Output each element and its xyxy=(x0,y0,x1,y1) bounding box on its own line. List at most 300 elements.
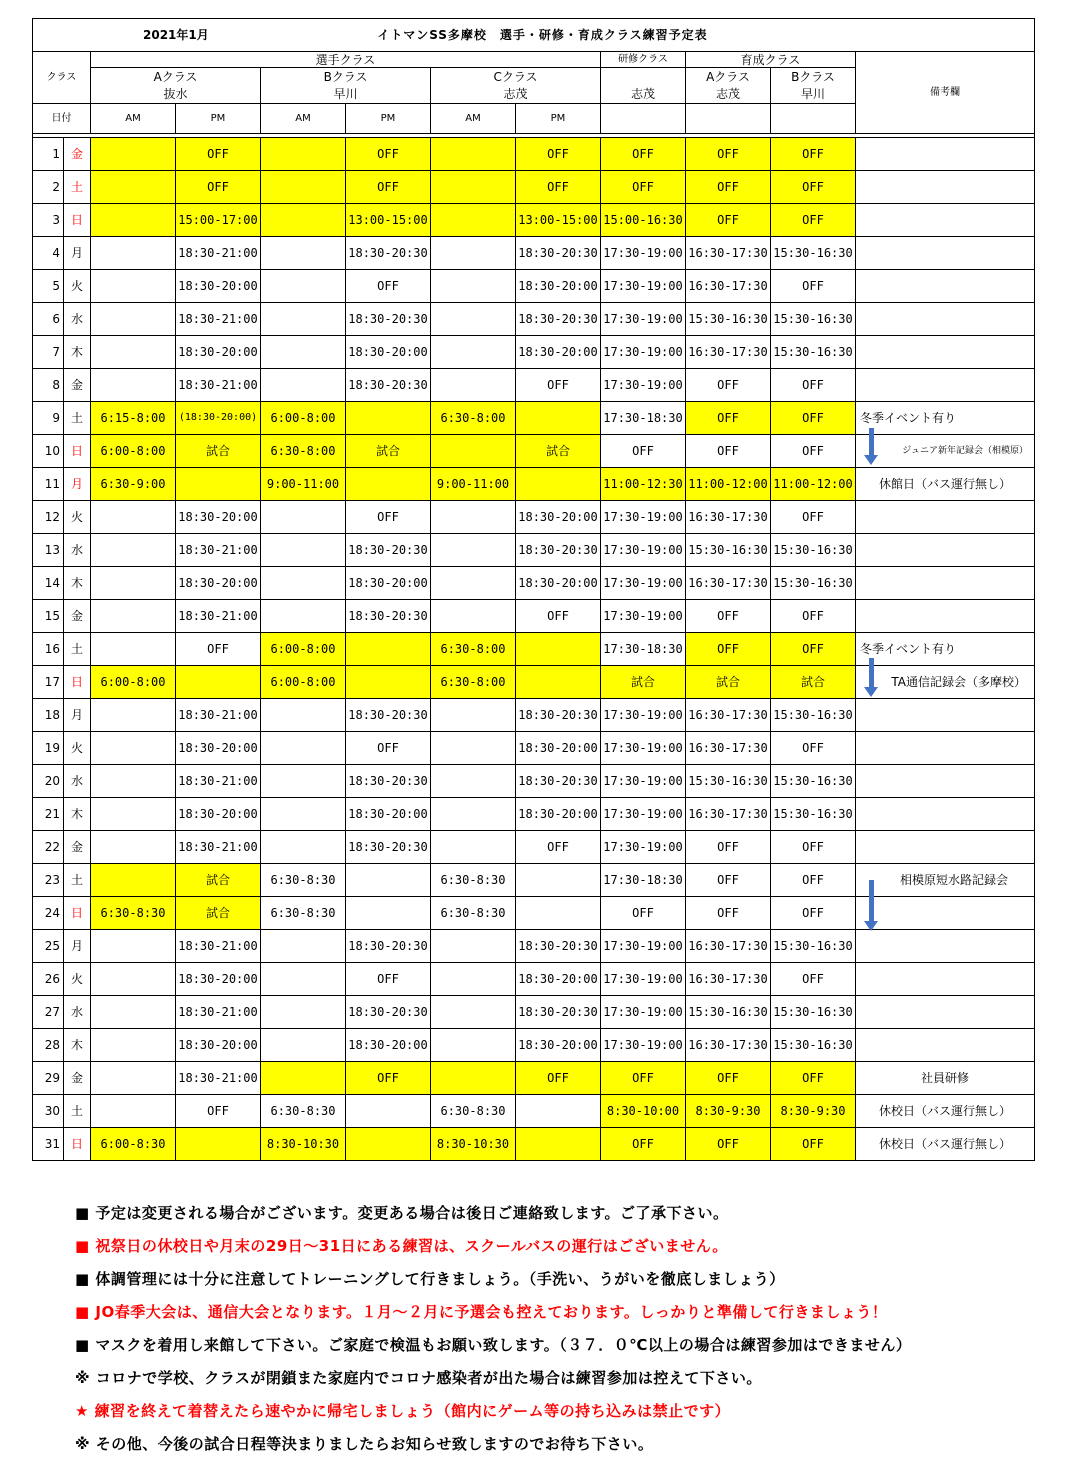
schedule-cell: 17:30-19:00 xyxy=(601,369,686,402)
schedule-cell: 16:30-17:30 xyxy=(686,270,771,303)
weekday: 火 xyxy=(64,501,91,534)
schedule-cell xyxy=(91,699,176,732)
blank-header-cell xyxy=(601,104,686,134)
schedule-cell: OFF xyxy=(516,600,601,633)
schedule-cell: 18:30-20:00 xyxy=(516,567,601,600)
schedule-cell: 6:30-8:30 xyxy=(431,864,516,897)
schedule-cell xyxy=(431,831,516,864)
schedule-cell: OFF xyxy=(686,864,771,897)
schedule-cell xyxy=(431,765,516,798)
schedule-cell: 18:30-20:00 xyxy=(516,336,601,369)
schedule-cell: 18:30-21:00 xyxy=(176,765,261,798)
schedule-cell xyxy=(91,534,176,567)
remarks-cell xyxy=(856,963,1035,996)
schedule-cell: OFF xyxy=(686,600,771,633)
schedule-cell: OFF xyxy=(771,1062,856,1095)
schedule-cell: 試合 xyxy=(176,897,261,930)
schedule-cell: 15:30-16:30 xyxy=(771,534,856,567)
weekday: 月 xyxy=(64,930,91,963)
table-row xyxy=(33,633,1035,666)
schedule-cell xyxy=(91,303,176,336)
weekday: 水 xyxy=(64,303,91,336)
schedule-cell: OFF xyxy=(516,369,601,402)
weekday: 土 xyxy=(64,633,91,666)
schedule-cell: 18:30-20:30 xyxy=(346,369,431,402)
day-number: 26 xyxy=(33,963,64,996)
day-number: 13 xyxy=(33,534,64,567)
schedule-cell: 18:30-21:00 xyxy=(176,303,261,336)
day-number: 9 xyxy=(33,402,64,435)
c-am-label: AM xyxy=(431,104,516,134)
schedule-cell xyxy=(431,171,516,204)
schedule-cell: OFF xyxy=(601,171,686,204)
schedule-cell: OFF xyxy=(771,501,856,534)
schedule-cell: 16:30-17:30 xyxy=(686,1029,771,1062)
remarks-cell xyxy=(856,270,1035,303)
schedule-cell xyxy=(91,1029,176,1062)
schedule-cell: 15:30-16:30 xyxy=(686,303,771,336)
schedule-cell xyxy=(431,501,516,534)
schedule-cell: 試合 xyxy=(771,666,856,699)
b-am-label: AM xyxy=(261,104,346,134)
notes-section xyxy=(75,1200,1035,1464)
schedule-cell xyxy=(431,1029,516,1062)
schedule-cell: 6:30-8:00 xyxy=(431,402,516,435)
schedule-cell: OFF xyxy=(346,963,431,996)
schedule-cell: 6:30-9:00 xyxy=(91,468,176,501)
schedule-cell: 18:30-20:30 xyxy=(346,765,431,798)
day-number: 3 xyxy=(33,204,64,237)
schedule-cell: 18:30-20:30 xyxy=(346,831,431,864)
schedule-cell: 15:30-16:30 xyxy=(771,336,856,369)
schedule-cell xyxy=(516,468,601,501)
table-row xyxy=(33,369,1035,402)
schedule-cell: OFF xyxy=(771,435,856,468)
schedule-cell: 18:30-20:30 xyxy=(346,237,431,270)
schedule-cell: 18:30-20:00 xyxy=(516,963,601,996)
schedule-cell: 17:30-19:00 xyxy=(601,1029,686,1062)
schedule-cell: 6:30-8:30 xyxy=(261,864,346,897)
weekday: 日 xyxy=(64,435,91,468)
schedule-cell xyxy=(91,369,176,402)
schedule-cell: 17:30-19:00 xyxy=(601,963,686,996)
day-number: 17 xyxy=(33,666,64,699)
col-b-coach: 早川 xyxy=(261,86,431,104)
remarks-cell xyxy=(856,171,1035,204)
schedule-cell: 6:00-8:00 xyxy=(261,633,346,666)
schedule-cell xyxy=(516,402,601,435)
table-row xyxy=(33,303,1035,336)
schedule-cell xyxy=(91,567,176,600)
remarks-cell xyxy=(856,237,1035,270)
schedule-cell: 6:30-8:30 xyxy=(431,1095,516,1128)
schedule-cell: 17:30-19:00 xyxy=(601,534,686,567)
table-row xyxy=(33,765,1035,798)
table-row xyxy=(33,138,1035,171)
schedule-cell: 18:30-20:00 xyxy=(516,732,601,765)
remarks-cell xyxy=(856,534,1035,567)
schedule-cell: 15:30-16:30 xyxy=(771,303,856,336)
table-row xyxy=(33,831,1035,864)
schedule-cell: 17:30-18:30 xyxy=(601,402,686,435)
schedule-cell: OFF xyxy=(516,171,601,204)
schedule-cell: OFF xyxy=(516,1062,601,1095)
schedule-cell: OFF xyxy=(601,138,686,171)
schedule-cell: 18:30-20:00 xyxy=(176,732,261,765)
schedule-cell: 18:30-20:00 xyxy=(516,798,601,831)
schedule-cell xyxy=(261,204,346,237)
table-row xyxy=(33,171,1035,204)
weekday: 日 xyxy=(64,666,91,699)
schedule-cell: OFF xyxy=(601,1128,686,1161)
schedule-cell: 6:30-8:30 xyxy=(91,897,176,930)
weekday: 火 xyxy=(64,963,91,996)
schedule-cell xyxy=(261,534,346,567)
schedule-cell: OFF xyxy=(516,831,601,864)
day-number: 22 xyxy=(33,831,64,864)
table-row xyxy=(33,270,1035,303)
schedule-cell: 6:15-8:00 xyxy=(91,402,176,435)
weekday: 金 xyxy=(64,138,91,171)
schedule-cell: 6:30-8:00 xyxy=(261,435,346,468)
schedule-cell xyxy=(261,831,346,864)
table-row xyxy=(33,864,1035,897)
schedule-cell xyxy=(346,1128,431,1161)
weekday: 木 xyxy=(64,798,91,831)
schedule-cell: 6:00-8:00 xyxy=(261,666,346,699)
schedule-cell xyxy=(516,666,601,699)
weekday: 水 xyxy=(64,534,91,567)
schedule-cell: 18:30-21:00 xyxy=(176,237,261,270)
col-c-name: Cクラス xyxy=(431,68,601,86)
col-c-coach: 志茂 xyxy=(431,86,601,104)
remarks-cell xyxy=(856,369,1035,402)
schedule-cell: OFF xyxy=(176,1095,261,1128)
schedule-cell xyxy=(91,336,176,369)
weekday: 金 xyxy=(64,369,91,402)
schedule-cell: 18:30-21:00 xyxy=(176,600,261,633)
remarks-cell xyxy=(856,930,1035,963)
table-row xyxy=(33,996,1035,1029)
schedule-cell: 6:00-8:00 xyxy=(91,666,176,699)
schedule-cell: 6:00-8:00 xyxy=(91,435,176,468)
remarks-cell xyxy=(856,600,1035,633)
schedule-cell xyxy=(431,336,516,369)
remarks-label: 備考欄 xyxy=(856,52,1035,134)
schedule-cell xyxy=(346,402,431,435)
remarks-cell xyxy=(856,765,1035,798)
schedule-cell xyxy=(261,303,346,336)
schedule-cell: OFF xyxy=(346,732,431,765)
schedule-cell: 18:30-20:30 xyxy=(346,996,431,1029)
b-pm-label: PM xyxy=(346,104,431,134)
schedule-cell xyxy=(431,270,516,303)
table-row xyxy=(33,501,1035,534)
a-pm-label: PM xyxy=(176,104,261,134)
schedule-cell: 17:30-19:00 xyxy=(601,732,686,765)
schedule-cell: 18:30-20:30 xyxy=(516,765,601,798)
schedule-cell xyxy=(431,996,516,1029)
schedule-cell xyxy=(261,501,346,534)
schedule-cell: OFF xyxy=(771,831,856,864)
schedule-cell: 15:30-16:30 xyxy=(771,930,856,963)
weekday: 木 xyxy=(64,336,91,369)
schedule-cell: 16:30-17:30 xyxy=(686,567,771,600)
remarks-cell xyxy=(856,501,1035,534)
remarks-cell: 相模原短水路記録会 xyxy=(856,864,1035,897)
schedule-cell: 15:00-17:00 xyxy=(176,204,261,237)
blank-header-cell xyxy=(686,104,771,134)
note-line: ※ コロナで学校、クラスが閉鎖また家庭内でコロナ感染者が出た場合は練習参加は控えて下さい。 xyxy=(75,1369,762,1387)
schedule-cell: 17:30-19:00 xyxy=(601,765,686,798)
schedule-cell: 15:30-16:30 xyxy=(771,996,856,1029)
day-number: 31 xyxy=(33,1128,64,1161)
schedule-cell xyxy=(346,1095,431,1128)
schedule-cell: 18:30-20:00 xyxy=(176,336,261,369)
schedule-cell: OFF xyxy=(686,171,771,204)
schedule-cell: OFF xyxy=(771,1128,856,1161)
remarks-cell: 休館日（バス運行無し） xyxy=(856,468,1035,501)
schedule-cell: OFF xyxy=(346,171,431,204)
schedule-cell xyxy=(91,930,176,963)
schedule-cell xyxy=(91,600,176,633)
weekday: 金 xyxy=(64,1062,91,1095)
weekday: 金 xyxy=(64,831,91,864)
table-row xyxy=(33,435,1035,468)
col-a-name: Aクラス xyxy=(91,68,261,86)
schedule-cell xyxy=(431,138,516,171)
schedule-cell xyxy=(431,567,516,600)
day-number: 10 xyxy=(33,435,64,468)
group-senshu: 選手クラス xyxy=(91,52,601,68)
schedule-cell: OFF xyxy=(686,204,771,237)
schedule-cell: 18:30-20:00 xyxy=(516,501,601,534)
schedule-cell: OFF xyxy=(346,1062,431,1095)
schedule-cell: OFF xyxy=(771,864,856,897)
class-label: クラス xyxy=(33,52,91,104)
schedule-cell: 試合 xyxy=(686,666,771,699)
remarks-cell xyxy=(856,303,1035,336)
schedule-cell: 15:30-16:30 xyxy=(686,996,771,1029)
schedule-cell xyxy=(261,765,346,798)
schedule-cell xyxy=(91,1062,176,1095)
day-number: 14 xyxy=(33,567,64,600)
schedule-cell xyxy=(91,237,176,270)
schedule-cell: 6:30-8:30 xyxy=(261,1095,346,1128)
day-number: 8 xyxy=(33,369,64,402)
schedule-cell: 試合 xyxy=(346,435,431,468)
schedule-cell: 16:30-17:30 xyxy=(686,336,771,369)
schedule-cell xyxy=(91,798,176,831)
schedule-cell: OFF xyxy=(771,402,856,435)
schedule-cell xyxy=(346,633,431,666)
schedule-cell xyxy=(91,270,176,303)
col-b-name: Bクラス xyxy=(261,68,431,86)
table-row xyxy=(33,402,1035,435)
schedule-cell: OFF xyxy=(176,138,261,171)
schedule-cell xyxy=(431,435,516,468)
schedule-cell: 16:30-17:30 xyxy=(686,699,771,732)
schedule-cell: 17:30-19:00 xyxy=(601,930,686,963)
title-name: イトマンSS多摩校 選手・研修・育成クラス練習予定表 xyxy=(377,28,708,42)
schedule-cell: 18:30-21:00 xyxy=(176,1062,261,1095)
schedule-sheet xyxy=(32,18,1035,1161)
schedule-cell: OFF xyxy=(771,138,856,171)
weekday: 日 xyxy=(64,204,91,237)
schedule-cell: OFF xyxy=(176,633,261,666)
schedule-cell xyxy=(431,699,516,732)
remarks-cell xyxy=(856,897,1035,930)
note-line: ■ 祝祭日の休校日や月末の29日～31日にある練習は、スクールバスの運行はございません。 xyxy=(75,1237,728,1255)
schedule-cell xyxy=(91,204,176,237)
schedule-cell: 11:00-12:00 xyxy=(686,468,771,501)
schedule-cell: 17:30-19:00 xyxy=(601,996,686,1029)
day-number: 24 xyxy=(33,897,64,930)
schedule-cell: 18:30-20:30 xyxy=(516,996,601,1029)
remarks-cell: 休校日（バス運行無し） xyxy=(856,1095,1035,1128)
schedule-cell: OFF xyxy=(771,204,856,237)
schedule-cell: OFF xyxy=(686,1062,771,1095)
schedule-cell: 8:30-10:00 xyxy=(601,1095,686,1128)
schedule-cell: 18:30-21:00 xyxy=(176,534,261,567)
schedule-cell: 18:30-20:00 xyxy=(176,270,261,303)
schedule-cell xyxy=(261,237,346,270)
schedule-cell: OFF xyxy=(771,171,856,204)
schedule-cell xyxy=(176,468,261,501)
note-line: ■ 予定は変更される場合がございます。変更ある場合は後日ご連絡致します。ご了承下さい。 xyxy=(75,1204,729,1222)
schedule-cell xyxy=(91,864,176,897)
schedule-cell: 18:30-21:00 xyxy=(176,930,261,963)
schedule-cell xyxy=(516,897,601,930)
schedule-cell: 16:30-17:30 xyxy=(686,930,771,963)
note-line: ★ 練習を終えて着替えたら速やかに帰宅しましょう（館内にゲーム等の持ち込みは禁止です） xyxy=(75,1402,731,1420)
schedule-cell: 18:30-20:00 xyxy=(346,1029,431,1062)
group-ikusei: 育成クラス xyxy=(686,52,856,68)
day-number: 15 xyxy=(33,600,64,633)
schedule-cell: 15:30-16:30 xyxy=(771,1029,856,1062)
schedule-cell: OFF xyxy=(771,963,856,996)
weekday: 日 xyxy=(64,897,91,930)
title-month: 2021年1月 xyxy=(143,28,209,42)
schedule-cell: 13:00-15:00 xyxy=(516,204,601,237)
group-kenshu: 研修クラス xyxy=(601,52,686,68)
schedule-cell: 17:30-19:00 xyxy=(601,567,686,600)
remarks-cell xyxy=(856,336,1035,369)
col-kenshu-coach: 志茂 xyxy=(601,68,686,104)
weekday: 火 xyxy=(64,732,91,765)
schedule-cell: 15:30-16:30 xyxy=(771,699,856,732)
schedule-cell: 17:30-18:30 xyxy=(601,633,686,666)
weekday: 木 xyxy=(64,567,91,600)
remarks-cell: 社員研修 xyxy=(856,1062,1035,1095)
schedule-cell xyxy=(91,633,176,666)
remarks-cell xyxy=(856,831,1035,864)
schedule-cell xyxy=(346,864,431,897)
note-line: ■ マスクを着用し来館して下さい。ご家庭で検温もお願い致します。（３７．０℃以上の場合は練習参加はできません） xyxy=(75,1336,912,1354)
schedule-cell: 16:30-17:30 xyxy=(686,501,771,534)
c-pm-label: PM xyxy=(516,104,601,134)
a-am-label: AM xyxy=(91,104,176,134)
schedule-cell: 15:30-16:30 xyxy=(686,534,771,567)
schedule-cell xyxy=(431,798,516,831)
table-row xyxy=(33,204,1035,237)
remarks-cell xyxy=(856,699,1035,732)
day-number: 2 xyxy=(33,171,64,204)
schedule-cell xyxy=(91,765,176,798)
schedule-cell xyxy=(91,1095,176,1128)
day-number: 18 xyxy=(33,699,64,732)
schedule-cell xyxy=(91,171,176,204)
remarks-cell: TA通信記録会（多摩校） xyxy=(856,666,1035,699)
schedule-cell xyxy=(91,732,176,765)
day-number: 11 xyxy=(33,468,64,501)
schedule-cell xyxy=(431,237,516,270)
schedule-cell: 6:30-8:00 xyxy=(431,633,516,666)
schedule-cell: (18:30-20:00) xyxy=(176,402,261,435)
day-number: 19 xyxy=(33,732,64,765)
day-number: 23 xyxy=(33,864,64,897)
day-number: 25 xyxy=(33,930,64,963)
schedule-cell: OFF xyxy=(686,831,771,864)
day-number: 12 xyxy=(33,501,64,534)
note-line: ■ JO春季大会は、通信大会となります。１月～２月に予選会も控えております。しっかりと準備して行きましょう！ xyxy=(75,1303,888,1321)
day-number: 7 xyxy=(33,336,64,369)
schedule-cell: 6:30-8:00 xyxy=(431,666,516,699)
schedule-cell: 15:00-16:30 xyxy=(601,204,686,237)
schedule-cell xyxy=(346,468,431,501)
schedule-cell: OFF xyxy=(771,600,856,633)
day-number: 16 xyxy=(33,633,64,666)
remarks-cell xyxy=(856,138,1035,171)
schedule-cell xyxy=(261,600,346,633)
schedule-cell: 6:00-8:00 xyxy=(261,402,346,435)
day-number: 6 xyxy=(33,303,64,336)
schedule-cell: 6:30-8:30 xyxy=(431,897,516,930)
schedule-cell xyxy=(516,1128,601,1161)
schedule-cell: OFF xyxy=(346,501,431,534)
note-line: ※ その他、今後の試合日程等決まりましたらお知らせ致しますのでお待ち下さい。 xyxy=(75,1435,654,1453)
schedule-cell: 試合 xyxy=(516,435,601,468)
schedule-cell: 15:30-16:30 xyxy=(771,237,856,270)
table-row xyxy=(33,699,1035,732)
schedule-cell: 8:30-10:30 xyxy=(261,1128,346,1161)
table-row xyxy=(33,468,1035,501)
schedule-cell: OFF xyxy=(346,270,431,303)
schedule-cell xyxy=(431,204,516,237)
schedule-cell: 18:30-20:30 xyxy=(516,237,601,270)
schedule-cell xyxy=(431,732,516,765)
schedule-cell xyxy=(261,270,346,303)
schedule-cell: 18:30-20:00 xyxy=(516,270,601,303)
weekday: 土 xyxy=(64,171,91,204)
col-a-coach: 抜水 xyxy=(91,86,261,104)
schedule-cell: 16:30-17:30 xyxy=(686,237,771,270)
schedule-cell: 17:30-19:00 xyxy=(601,600,686,633)
schedule-cell: 18:30-20:00 xyxy=(346,336,431,369)
schedule-cell xyxy=(261,369,346,402)
schedule-cell: 13:00-15:00 xyxy=(346,204,431,237)
schedule-cell xyxy=(261,996,346,1029)
table-row xyxy=(33,930,1035,963)
day-number: 5 xyxy=(33,270,64,303)
schedule-cell: 6:30-8:30 xyxy=(261,897,346,930)
schedule-cell: 18:30-20:00 xyxy=(346,798,431,831)
table-row xyxy=(33,666,1035,699)
schedule-cell xyxy=(91,996,176,1029)
schedule-cell xyxy=(261,732,346,765)
schedule-cell: 11:00-12:00 xyxy=(771,468,856,501)
day-number: 27 xyxy=(33,996,64,1029)
